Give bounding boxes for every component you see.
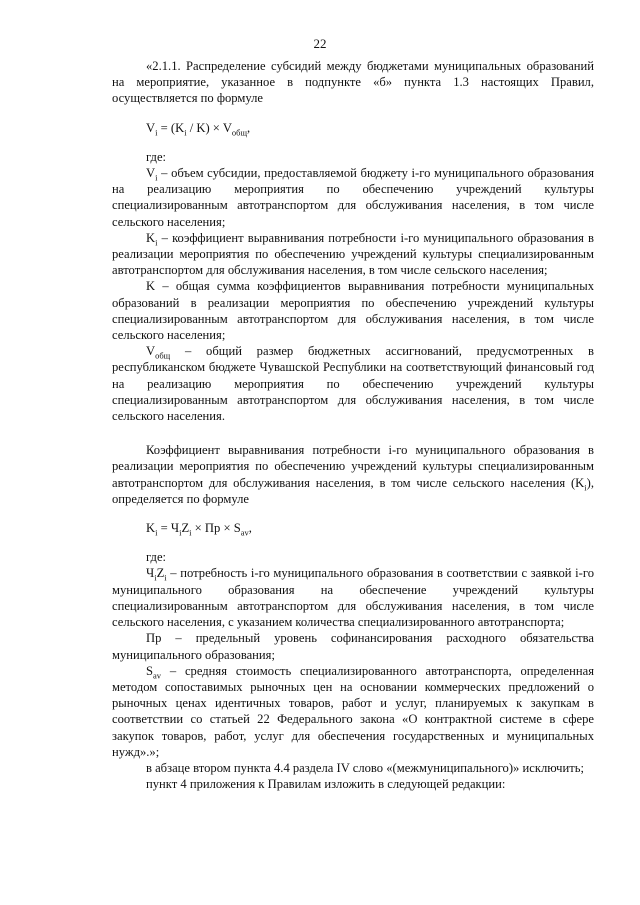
- amendment-paragraph: пункт 4 приложения к Правилам изложить в следующей редакции:: [146, 777, 506, 792]
- definition-paragraph: [112, 278, 594, 343]
- section1-intro: «2.1.1. Распределение субсидий между бюджетами муниципальных образований на мероприятие, указанное в подпункте «б» пункта 1.3 настоящих Правил, осуществляется по формуле: [112, 59, 594, 106]
- definition-text: – коэффициент выравнивания потребности i-го муниципального образования в реализации мероприятия по обеспечению учреждений культуры специализированным автотранспортом для обслуживания населения, в том числе сельского населения;: [112, 230, 594, 278]
- section2-intro: [112, 442, 594, 507]
- definition-symbol: Z: [156, 566, 165, 581]
- definition-symbol: Пр: [146, 631, 162, 646]
- definition-paragraph: [112, 663, 594, 760]
- formula-subscript: общ: [231, 127, 248, 138]
- formula-part: = Ч: [157, 521, 180, 536]
- definition-paragraph: [112, 565, 594, 630]
- formula-part: / K) × V: [186, 120, 232, 135]
- definition-paragraph: [112, 230, 594, 279]
- definition-subscript: i: [164, 573, 167, 583]
- intro-text: ), определяется по формуле: [112, 475, 594, 506]
- definition-text: – средняя стоимость специализированного автотранспорта, определенная методом сопоставимых рыночных цен на основании коммерческих предложений о рыночных ценах идентичных товаров, работ и услуг, планируемых к закупкам в соответствии со статьей 22 Федерального закона «О контрактной системе в сфере закупок товаров, работ, услуг для обеспечения государственных и муниципальных нужд».»;: [112, 663, 594, 759]
- formula-subscript: i: [155, 127, 158, 138]
- definition-symbol: K: [146, 279, 156, 294]
- definition-subscript: общ: [155, 350, 171, 361]
- definition-symbol: Ч: [146, 566, 155, 581]
- definition-subscript: i: [154, 573, 157, 583]
- definition-subscript: av: [153, 670, 162, 681]
- formula-coefficient: [112, 520, 594, 536]
- intro-subscript: i: [584, 482, 587, 493]
- definition-text: – потребность i-го муниципального образования в соответствии с заявкой i-го муниципального образования на обеспечение учреждений культуры специализированным автотранспортом для обслуживания населения, в том числе сельского населения, с указанием количества специализированного автотранспорта;: [112, 566, 594, 630]
- definition-symbol: S: [146, 663, 154, 678]
- formula-subscript: i: [155, 527, 158, 538]
- definition-paragraph: [112, 630, 594, 662]
- definition-text: – общий размер бюджетных ассигнований, предусмотренных в республиканском бюджете Чувашской Республики на соответствующий финансовый год на реализацию мероприятия по обеспечению учреждений культуры специализированным автотранспортом для обслуживания населения, в том числе сельского населения.: [112, 344, 594, 424]
- formula-symbol: V: [146, 120, 156, 135]
- definition-symbol: V: [146, 166, 156, 181]
- formula-subscript: i: [179, 527, 182, 538]
- definition-text: – объем субсидии, предоставляемой бюджету i-го муниципального образования на реализацию мероприятия по обеспечению учреждений культуры специализированным автотранспортом для обслуживания населения, в том числе сельского населения;: [112, 166, 594, 229]
- definition-symbol: K: [146, 230, 156, 245]
- formula-subscript: i: [189, 527, 192, 538]
- formula-symbol: K: [146, 521, 156, 536]
- definition-symbol: V: [146, 344, 156, 359]
- definition-subscript: i: [155, 237, 158, 248]
- where-label: где:: [146, 550, 167, 565]
- formula-subsidy: [112, 120, 594, 136]
- intro-text: Коэффициент выравнивания потребности i-го муниципального образования в реализации мероприятия по обеспечению учреждений культуры специализированным автотранспортом для обслуживания населения, в том числе сельского населения (K: [112, 443, 594, 490]
- page-number: 22: [313, 36, 327, 51]
- formula-subscript: av: [240, 527, 249, 538]
- formula-symbol: Z: [181, 521, 190, 536]
- definition-paragraph: [112, 165, 594, 230]
- where-label: где:: [146, 149, 167, 164]
- definition-text: – общая сумма коэффициентов выравнивания потребности муниципальных образований в реализации мероприятия по обеспечению учреждений культуры специализированным автотранспортом для обслуживания населения, в том числе сельского населения;: [112, 279, 594, 343]
- document-body: [112, 58, 594, 792]
- definition-paragraph: [112, 343, 594, 424]
- formula-subscript: i: [184, 127, 187, 138]
- definition-text: – предельный уровень софинансирования расходного обязательства муниципального образования;: [112, 631, 594, 662]
- formula-part: × Пр × S: [191, 521, 241, 536]
- definition-subscript: i: [155, 172, 158, 183]
- amendment-paragraph: в абзаце втором пункта 4.4 раздела IV слово «(межмуниципального)» исключить;: [146, 760, 584, 775]
- formula-part: ,: [247, 120, 251, 135]
- formula-part: ,: [248, 521, 252, 536]
- formula-part: = (K: [157, 120, 185, 135]
